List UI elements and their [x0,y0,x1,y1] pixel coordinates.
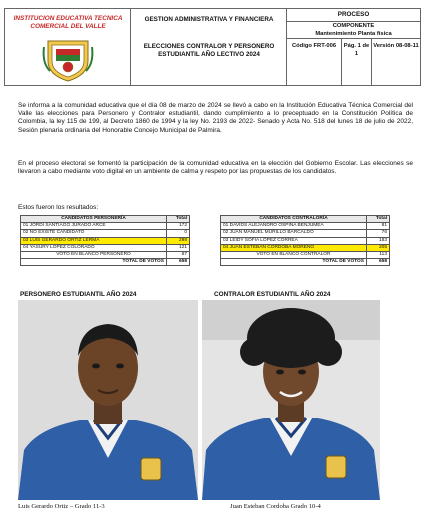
component-label: COMPONENTE [332,23,375,29]
header-meta-cell [287,9,420,85]
candidate-name: 03 LUIS GERARDO ORTIZ LERMA [21,237,167,244]
document-header [4,8,421,86]
column-header-total: Total [367,216,390,223]
table-row [221,251,390,258]
management-area: GESTION ADMINISTRATIVA Y FINANCIERA [144,16,274,23]
document-code: Código FRT-006 [287,39,342,85]
candidate-votes: 121 [167,244,190,251]
candidate-votes: 298 [167,237,190,244]
total-label: TOTAL DE VOTOS [221,259,367,266]
table-row [21,230,190,237]
table-row [221,223,390,230]
candidate-votes: 0 [167,230,190,237]
candidate-votes: 183 [367,237,390,244]
candidate-name: 02 JUAN MANUEL MURILLO BARCALDO [221,230,367,237]
candidate-name: 03 LEIDY SOFIA LÓPEZ CORREA [221,237,367,244]
personero-name: Luis Gerardo Ortiz – Grado 11-3 [18,503,105,510]
column-header-candidate: CANDIDATOS CONTRALORÍA [221,216,367,223]
document-version: Versión 08-08-11 [373,43,419,49]
table-row [21,244,190,251]
table-row-winner [21,237,190,244]
table-row [221,230,390,237]
column-header-total: Total [167,216,190,223]
candidate-name: 01 DAVIDS ALEJANDRO OSPINA BENJUMEA [221,223,367,230]
page-number: Pág. 1 de 1 [342,39,372,85]
total-value: 658 [167,259,190,266]
candidate-votes: 172 [167,223,190,230]
personero-caption: PERSONERO ESTUDIANTIL AÑO 2024 [20,291,137,298]
contralor-name: Juan Esteban Cordoba Grado 10-4 [230,503,321,510]
candidate-votes: 81 [367,223,390,230]
contralor-caption: CONTRALOR ESTUDIANTIL AÑO 2024 [214,291,331,298]
table-header-row [221,216,390,223]
personero-photo [18,300,198,500]
candidate-name: VOTO EN BLANCO CONTRALOR [221,251,367,258]
process-paragraph: En el proceso electoral se fomentó la participación de la comunidad educativa en la elección del Gobierno Escolar. Las elecciones se llevaron a cabo mediante voto digital en un ambiente de calma y respeto por las propuestas de los candidatos. [18,160,413,176]
institution-name: INSTITUCION EDUCATIVA TECNICA COMERCIAL DEL VALLE [13,15,123,30]
total-label: TOTAL DE VOTOS [21,259,167,266]
process-label: PROCESO [287,9,420,22]
personero-results-table [20,215,190,266]
header-institution-cell [5,9,131,85]
table-row [21,223,190,230]
table-total-row [21,259,190,266]
table-row [21,251,190,258]
candidate-votes: 205 [367,244,390,251]
candidate-name: 04 JUAN ESTEBAN CORDOBA MORENO [221,244,367,251]
candidate-name: VOTO EN BLANCO PERSONERO [21,251,167,258]
header-title-cell [131,9,287,85]
column-header-candidate: CANDIDATOS PERSONERÍA [21,216,167,223]
table-row [221,237,390,244]
school-shield-logo [42,37,94,83]
candidate-votes: 113 [367,251,390,258]
table-row-winner [221,244,390,251]
candidate-name: 01 JORDI SANTIAGO JURADO ARCE [21,223,167,230]
candidate-votes: 76 [367,230,390,237]
candidate-votes: 67 [167,251,190,258]
candidate-name: 02 NO EXISTE CANDIDATO [21,230,167,237]
intro-paragraph: Se informa a la comunidad educativa que el día 08 de marzo de 2024 se llevó a cabo en la Institución Educativa Técnica Comercial del Valle las elecciones para Personero y Contralor estudiantil, dando cumplimiento a lo preceptuado en la Constitución Política de Colombia, la ley 115 de 199, al Decreto 1860 de 1994 y la ley No. 2193 de 2022- Senado y Acta No. 518 del lunes 18 de julio de 2022, Sesión plenaria ordinaria del Honorable Concejo Municipal de Palmira. [18,102,413,134]
contralor-results-table [220,215,390,266]
document-title: ELECCIONES CONTRALOR Y PERSONERO ESTUDIANTIL AÑO LECTIVO 2024 [143,43,275,58]
candidate-name: 04 YASURY LOPEZ COLORADO [21,244,167,251]
contralor-photo [202,300,380,500]
table-header-row [21,216,190,223]
results-intro: Estos fueron los resultados: [18,204,99,211]
total-value: 658 [367,259,390,266]
table-total-row [221,259,390,266]
component-block [287,21,420,39]
component-value: Mantenimiento Planta física [315,30,392,37]
